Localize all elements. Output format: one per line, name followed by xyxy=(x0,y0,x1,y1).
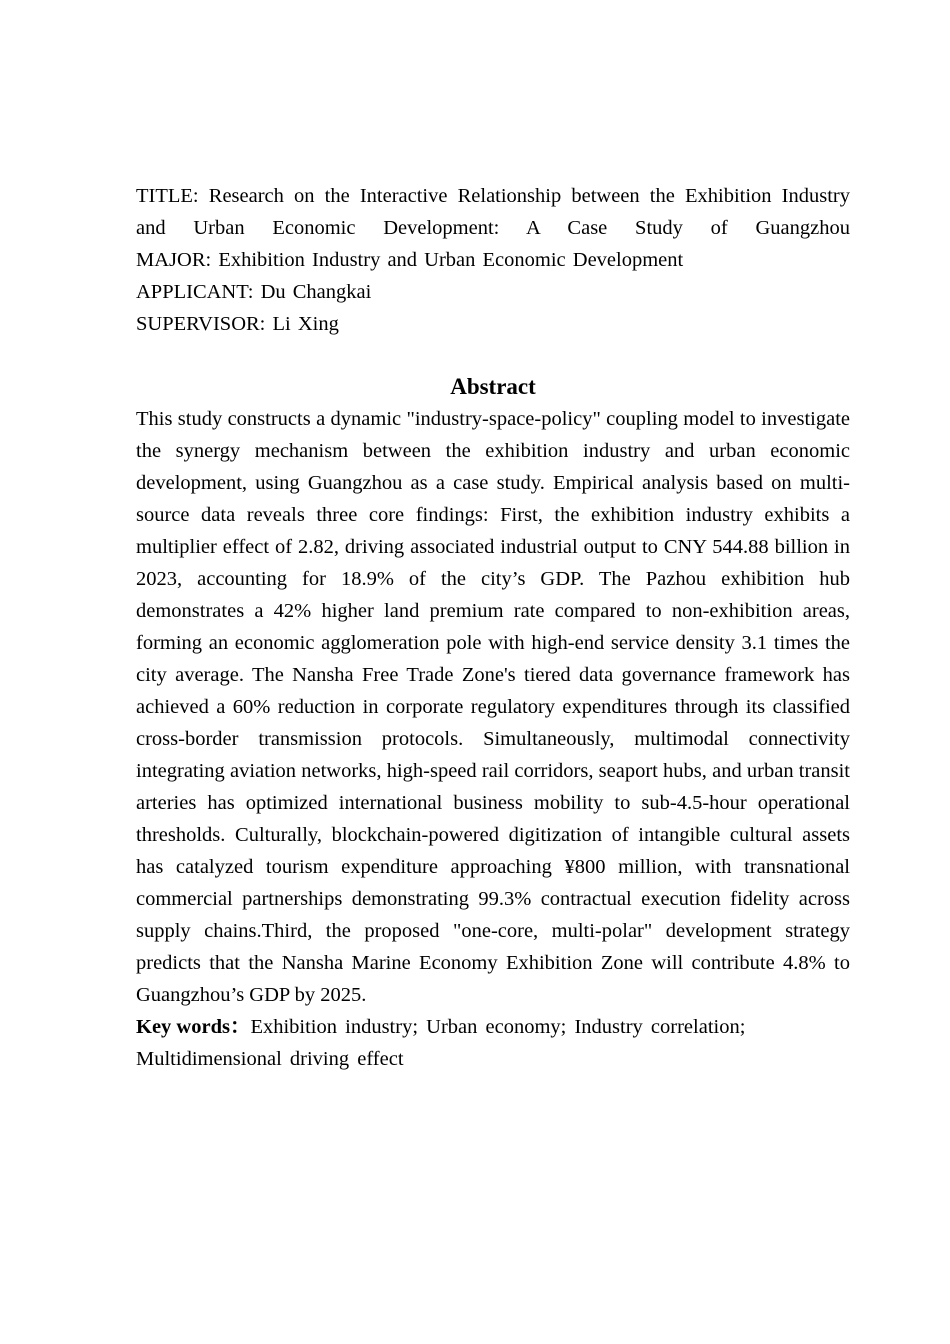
thesis-title: Research on the Interactive Relationship between the Exhibition Industry and Urban Economic Development: A Case Study of Guangzhou xyxy=(136,185,850,239)
keywords-line xyxy=(136,1011,850,1075)
applicant-value: Du Changkai xyxy=(260,281,372,303)
keywords-value: Exhibition industry; Urban economy; Industry correlation; Multidimensional driving effect xyxy=(136,1016,746,1070)
supervisor-value: Li Xing xyxy=(272,313,339,335)
abstract-body: This study constructs a dynamic "industry-space-policy" coupling model to investigate the synergy mechanism between the exhibition industry and urban economic development, using Guangzhou as a case study. Empirical analysis based on multi-source data reveals three core findings: First, the exhibition industry exhibits a multiplier effect of 2.82, driving associated industrial output to CNY 544.88 billion in 2023, accounting for 18.9% of the city’s GDP. The Pazhou exhibition hub demonstrates a 42% higher land premium rate compared to non-exhibition areas, forming an economic agglomeration pole with high-end service density 3.1 times the city average. The Nansha Free Trade Zone's tiered data governance framework has achieved a 60% reduction in corporate regulatory expenditures through its classified cross-border transmission protocols. Simultaneously, multimodal connectivity integrating aviation networks, high-speed rail corridors, seaport hubs, and urban transit arteries has optimized international business mobility to sub-4.5-hour operational thresholds. Culturally, blockchain-powered digitization of intangible cultural assets has catalyzed tourism expenditure approaching ¥800 million, with transnational commercial partnerships demonstrating 99.3% contractual execution fidelity across supply chains.Third, the proposed "one-core, multi-polar" development strategy predicts that the Nansha Marine Economy Exhibition Zone will contribute 4.8% to Guangzhou’s GDP by 2025. xyxy=(136,408,850,1006)
supervisor-label: SUPERVISOR: xyxy=(136,313,266,335)
title-label: TITLE: xyxy=(136,185,199,207)
document-page xyxy=(136,180,850,1075)
major-line xyxy=(136,244,850,276)
title-line xyxy=(136,180,850,244)
major-label: MAJOR: xyxy=(136,249,212,271)
applicant-line xyxy=(136,276,850,308)
applicant-label: APPLICANT: xyxy=(136,281,254,303)
supervisor-line xyxy=(136,308,850,340)
major-value: Exhibition Industry and Urban Economic Development xyxy=(218,249,684,271)
keywords-label: Key words： xyxy=(136,1016,251,1038)
abstract-heading: Abstract xyxy=(450,374,536,399)
